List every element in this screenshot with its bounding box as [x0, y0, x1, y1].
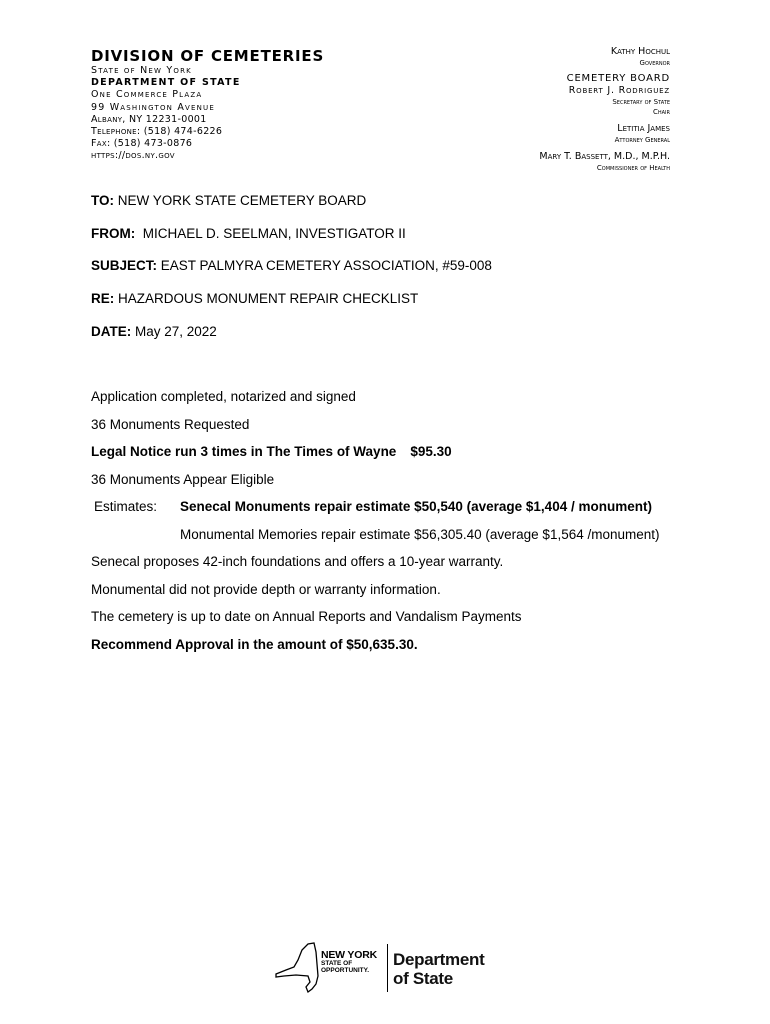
cemetery-status: The cemetery is up to date on Annual Reports and Vandalism Payments [91, 609, 522, 624]
chair-title-secretary: Secretary of State [612, 98, 670, 106]
health-commissioner-title: Commissioner of Health [596, 164, 670, 172]
to-label: TO: [91, 193, 114, 208]
ny-tagline-1: STATE OF [321, 960, 353, 967]
application-status: Application completed, notarized and signed [91, 389, 356, 404]
letterhead-address-block [91, 47, 324, 163]
board-name: CEMETERY BOARD [566, 73, 670, 84]
division-title: DIVISION OF CEMETERIES [91, 47, 325, 65]
monumental-estimate: Monumental Memories repair estimate $56,305.40 (average $1,564 /monument) [180, 526, 660, 542]
estimates-label: Estimates: [94, 499, 158, 514]
address-line-2: 99 Washington Avenue [91, 101, 216, 113]
monumental-note: Monumental did not provide depth or warranty information. [91, 581, 441, 597]
state-name: State of New York [91, 65, 192, 76]
recommendation: Recommend Approval in the amount of $50,635.30. [91, 636, 418, 652]
to-value: NEW YORK STATE CEMETERY BOARD [114, 193, 367, 208]
chair-name: Robert J. Rodriguez [568, 85, 670, 96]
date-value: May 27, 2022 [131, 323, 217, 339]
monuments-requested: 36 Monuments Requested [91, 416, 250, 432]
subject-label: SUBJECT: [91, 258, 158, 274]
memo-re [91, 290, 492, 323]
estimate-row-1 [91, 498, 660, 526]
memo-subject [91, 257, 492, 290]
dos-line-1: Department [393, 950, 485, 969]
memo-date [91, 323, 492, 356]
re-value: HAZARDOUS MONUMENT REPAIR CHECKLIST [114, 291, 419, 307]
subject-value: EAST PALMYRA CEMETERY ASSOCIATION, #59-008 [157, 258, 492, 274]
ny-name: NEW YORK [321, 949, 377, 961]
estimate-row-2 [91, 526, 660, 554]
governor-name: Kathy Hochul [610, 46, 670, 57]
address-line-1: One Commerce Plaza [91, 89, 203, 101]
telephone: Telephone: (518) 474-6226 [91, 126, 223, 138]
governor-title: Governor [639, 59, 670, 67]
senecal-proposal: Senecal proposes 42-inch foundations and offers a 10-year warranty. [91, 554, 504, 569]
address-city: Albany, NY 12231-0001 [91, 113, 207, 125]
logo-divider [387, 944, 388, 992]
dos-line-2: of State [393, 969, 453, 988]
officials-block [539, 46, 670, 173]
ny-tagline-2: OPPORTUNITY. [321, 967, 370, 974]
legal-notice-text: Legal Notice run 3 times in The Times of Wayne [91, 444, 397, 459]
from-value: MICHAEL D. SEELMAN, INVESTIGATOR II [135, 225, 406, 241]
attorney-general-name: Letitia James [617, 123, 670, 134]
ny-wordmark [321, 950, 377, 974]
dos-logo [272, 940, 502, 996]
legal-notice-row [91, 443, 660, 471]
attorney-general-title: Attorney General [614, 136, 670, 144]
chair-title-chair: Chair [652, 108, 670, 116]
memo-to [91, 192, 492, 225]
legal-notice-amount: $95.30 [410, 444, 452, 459]
memo-from [91, 225, 492, 258]
fax: Fax: (518) 473-0876 [91, 138, 193, 150]
dos-wordmark [393, 950, 484, 988]
memo-header [91, 192, 492, 355]
monuments-eligible: 36 Monuments Appear Eligible [91, 471, 275, 487]
senecal-estimate: Senecal Monuments repair estimate $50,540 (average $1,404 / monument) [180, 499, 652, 514]
ny-state-map-icon [272, 940, 320, 996]
date-label: DATE: [91, 323, 132, 339]
checklist-body [91, 388, 660, 663]
department-name: DEPARTMENT OF STATE [91, 77, 241, 89]
website-link[interactable]: https://dos.ny.gov [91, 150, 175, 162]
re-label: RE: [91, 291, 115, 307]
health-commissioner-name: Mary T. Bassett, M.D., M.P.H. [539, 151, 670, 162]
from-label: FROM: [91, 225, 136, 241]
